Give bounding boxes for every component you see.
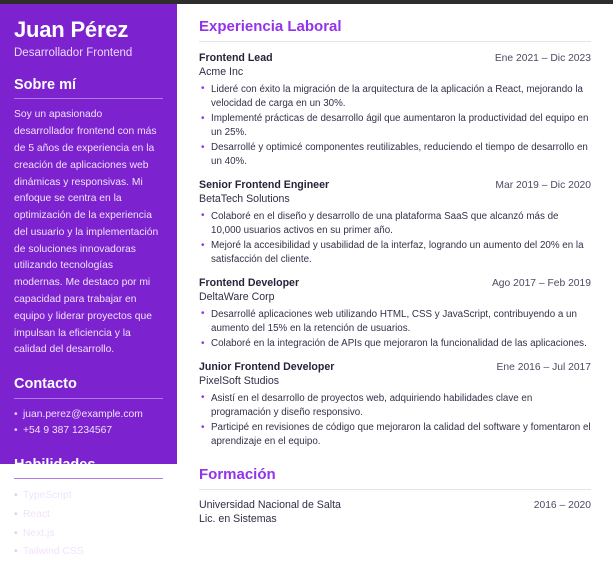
experience-entry [199, 179, 591, 267]
job-bullet: • Desarrollé y optimicé componentes reutilizables, reduciendo el tiempo de desarrollo en un 40%. [199, 141, 591, 169]
job-company: PixelSoft Studios [199, 374, 280, 387]
job-role: Junior Frontend Developer [199, 360, 335, 373]
education-degree: Lic. en Sistemas [199, 512, 277, 525]
job-dates: Ene 2021 – Dic 2023 [494, 53, 591, 64]
job-bullet: • Lideré con éxito la migración de la arquitectura de la aplicación a React, mejorando la velocidad de carga en un 30%. [199, 83, 591, 111]
job-title: Desarrollador Frontend [14, 46, 133, 59]
job-bullet: • Desarrollé aplicaciones web utilizando HTML, CSS y JavaScript, contribuyendo a un aumento del 15% en la retención de usuarios. [199, 308, 591, 336]
skills-list [14, 487, 163, 562]
full-name: Juan Pérez [14, 17, 129, 42]
contact-heading: Contacto [14, 376, 163, 398]
job-role: Frontend Lead [199, 52, 273, 64]
skill-item: • TypeScript [14, 487, 163, 506]
job-bullet: • Colaboré en el diseño y desarrollo de una plataforma SaaS que alcanzó más de 10,000 usuarios activos en su primer año. [199, 210, 591, 238]
job-role: Senior Frontend Engineer [199, 179, 330, 192]
contact-list [14, 407, 163, 440]
about-heading: Sobre mí [14, 77, 163, 99]
experience-entry [199, 277, 591, 351]
skills-heading: Habilidades [14, 457, 163, 479]
job-bullets [199, 210, 591, 267]
job-bullet: • Implementé prácticas de desarrollo ágil que aumentaron la productividad del equipo en un 25%. [199, 112, 591, 140]
experience-entry [199, 52, 591, 169]
skill-item: • Tailwind CSS [14, 543, 163, 562]
job-bullet: • Colaboré en la integración de APIs que mejoraron la funcionalidad de las aplicaciones. [199, 337, 591, 351]
experience-heading: Experiencia Laboral [199, 18, 591, 42]
education-entry-header [199, 499, 591, 513]
education-entry [199, 499, 591, 527]
resume-page [0, 4, 613, 558]
job-company: BetaTech Solutions [199, 192, 290, 205]
skill-item: • Next.js [14, 525, 163, 544]
sidebar [0, 4, 177, 558]
experience-entry [199, 361, 591, 449]
education-dates: 2016 – 2020 [533, 499, 591, 511]
education-school: Universidad Nacional de Salta [199, 498, 341, 511]
job-dates: Ago 2017 – Feb 2019 [491, 278, 591, 290]
job-bullet: • Mejoré la accesibilidad y usabilidad de la interfaz, logrando un aumento del 20% en la satisfacción del cliente. [199, 239, 591, 267]
education-heading: Formación [199, 466, 591, 490]
job-dates: Ene 2016 – Jul 2017 [496, 361, 591, 373]
job-bullet: • Participé en revisiones de código que mejoraron la calidad del software y fomentaron el aprendizaje en el equipo. [199, 421, 591, 449]
experience-entry-header [199, 52, 591, 66]
experience-entry-header [199, 277, 591, 291]
main-content [177, 4, 613, 525]
contact-item-phone[interactable]: • +54 9 387 1234567 [14, 423, 163, 440]
job-company: DeltaWare Corp [199, 290, 275, 303]
about-text: Soy un apasionado desarrollador frontend con más de 5 años de experiencia en la creación de aplicaciones web dinámicas y responsivas. Mi enfoque se centra en la optimización de la experiencia del usuario y la implementación de soluciones innovadoras utilizando tecnologías modernas. Me destaco por mi capacidad para trabajar en equipo y liderar proyectos que impulsan la eficiencia y la calidad del desarrollo. [14, 109, 159, 356]
job-bullets [199, 308, 591, 351]
experience-entry-header [199, 361, 591, 375]
job-role: Frontend Developer [199, 277, 300, 290]
job-bullets [199, 83, 591, 169]
job-dates: Mar 2019 – Dic 2020 [495, 180, 591, 192]
experience-entry-header [199, 179, 591, 193]
job-bullet: • Asistí en el desarrollo de proyectos web, adquiriendo habilidades clave en programación y diseño responsivo. [199, 392, 591, 420]
job-bullets [199, 392, 591, 449]
browser-top-edge [0, 0, 613, 4]
skill-item: • React [14, 506, 163, 525]
job-company: Acme Inc [199, 65, 244, 78]
contact-item-email[interactable]: • juan.perez@example.com [14, 407, 163, 424]
